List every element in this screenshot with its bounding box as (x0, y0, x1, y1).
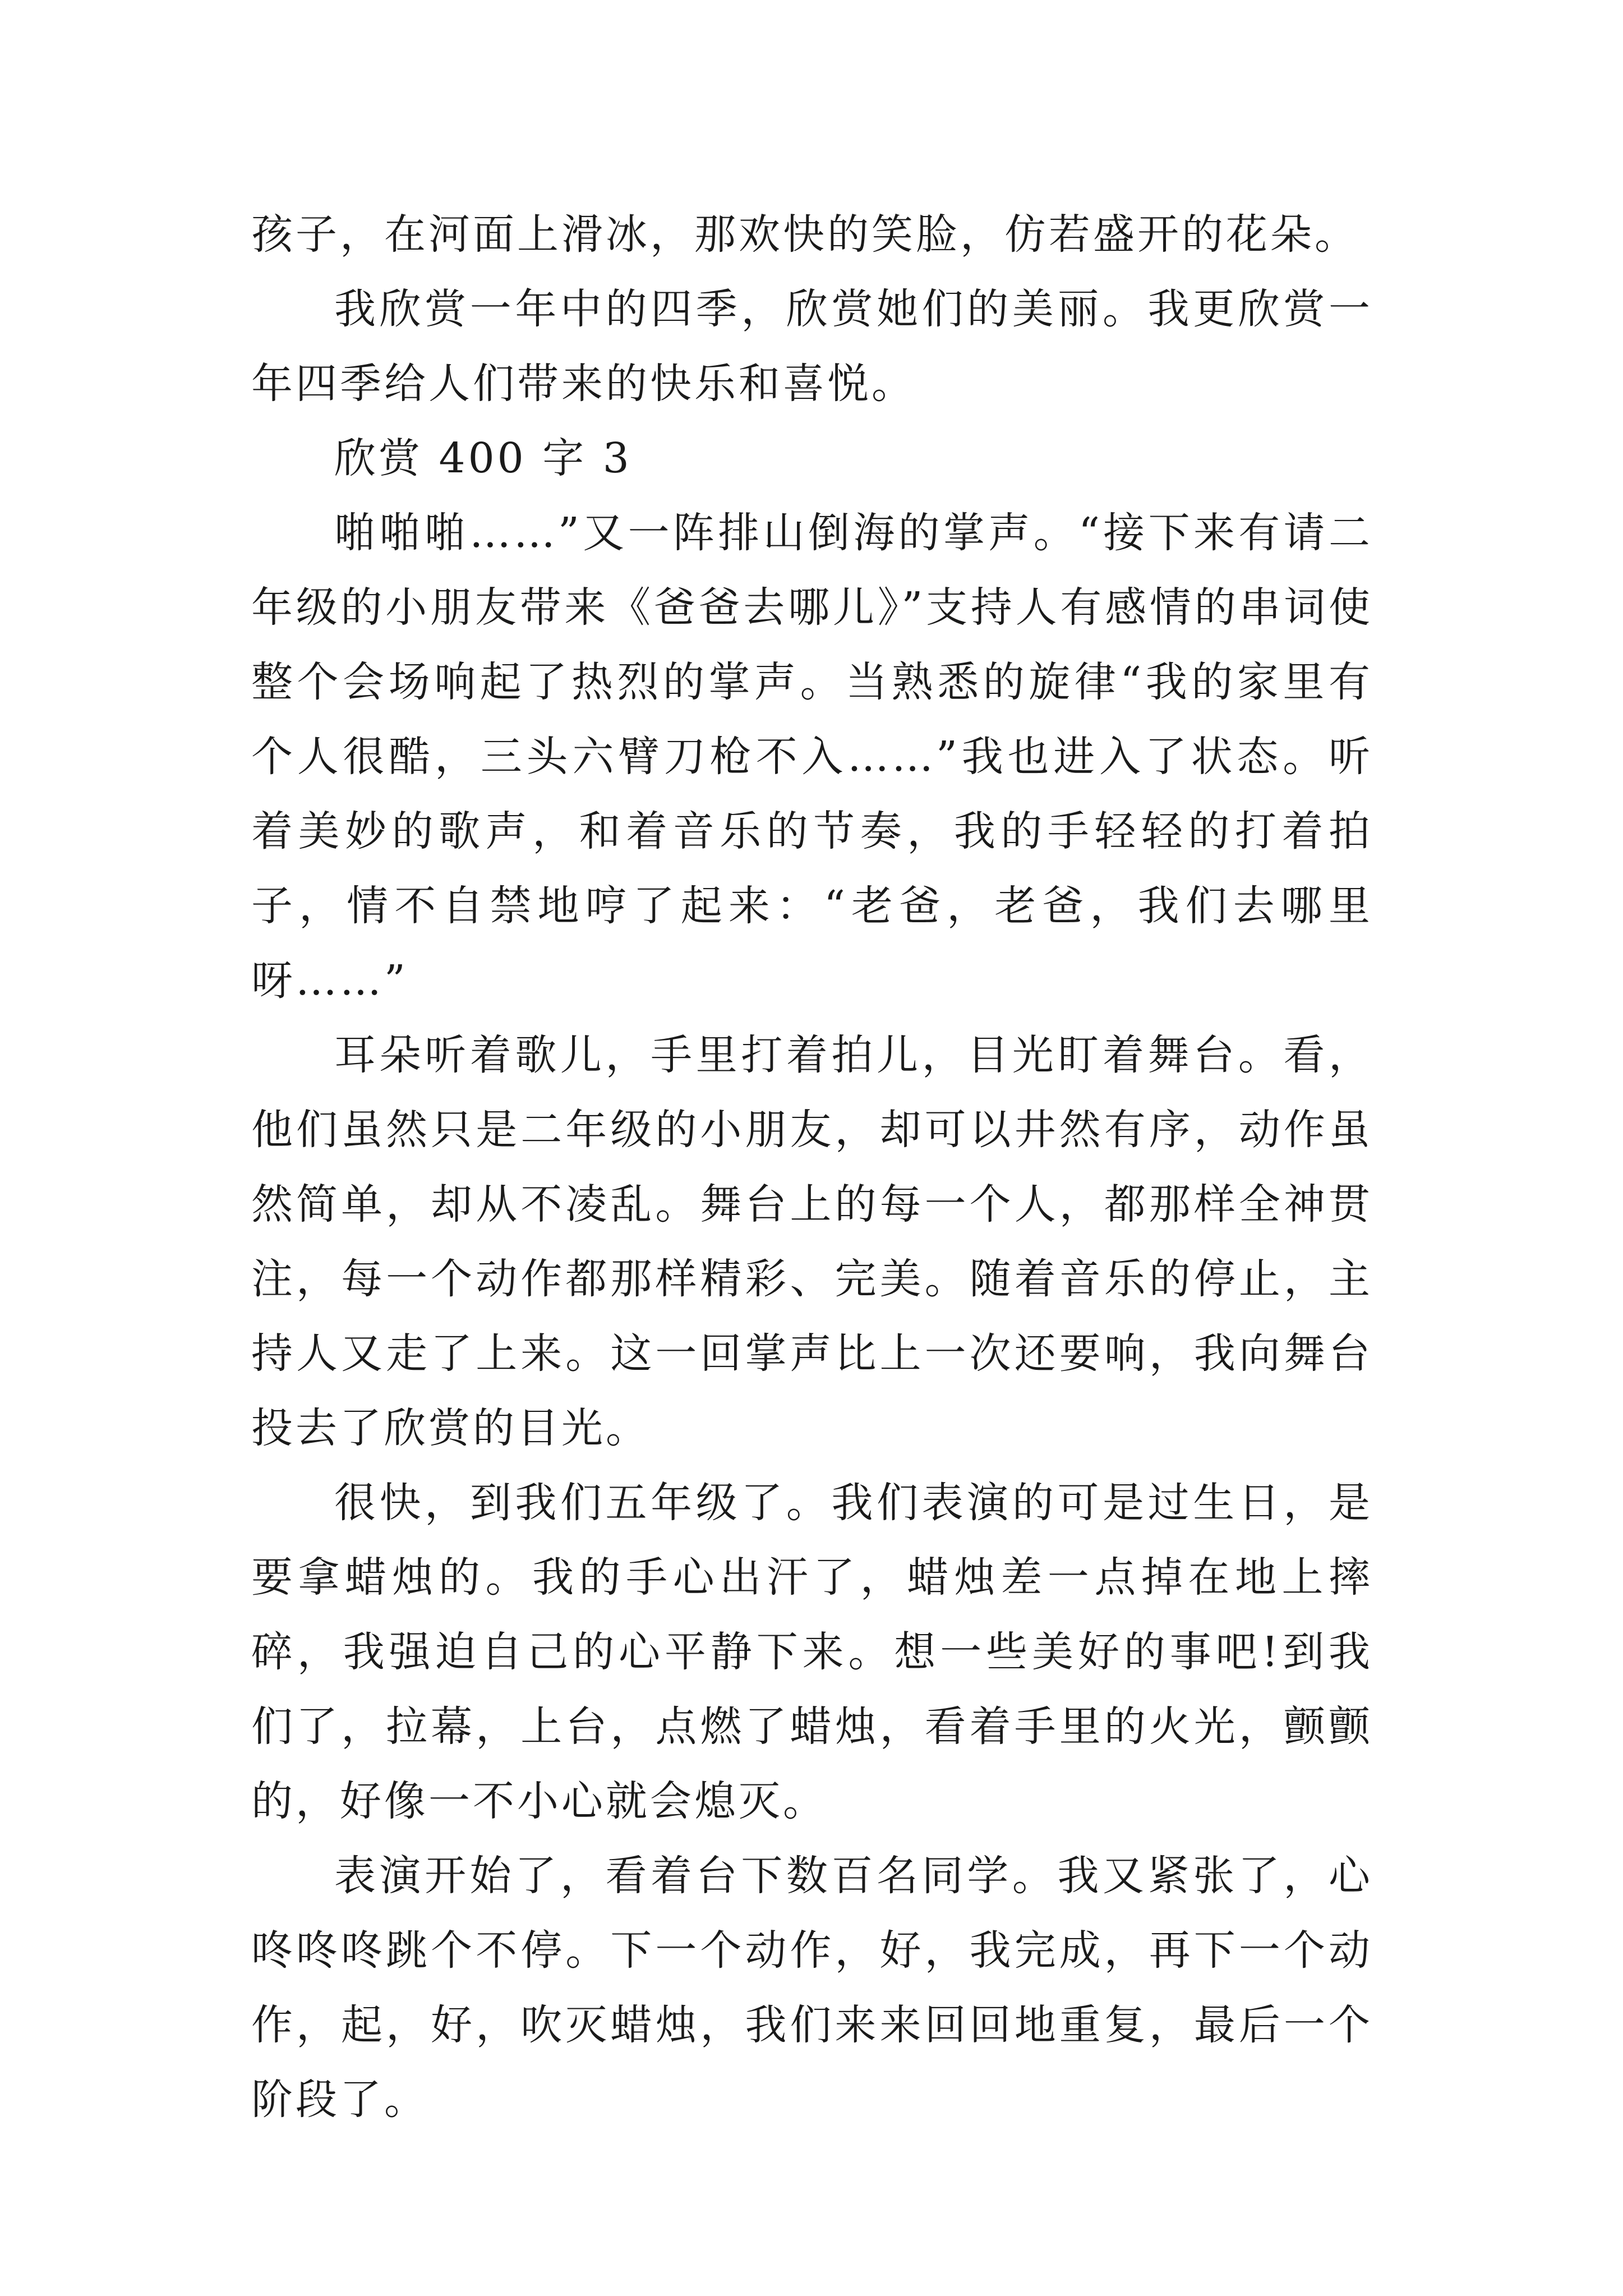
paragraph-candles: 很快，到我们五年级了。我们表演的可是过生日，是要拿蜡烛的。我的手心出汗了，蜡烛差一点掉在地上摔碎，我强迫自己的心平静下来。想一些美好的事吧!到我们了，拉幕，上台，点燃了蜡烛，看着手里的火光，颤颤的，好像一不小心就会熄灭。 (251, 1479, 1373, 1825)
document-body (251, 197, 1373, 2137)
section-heading: 欣赏 400 字 3 (334, 434, 632, 482)
paragraph-stage: 耳朵听着歌儿，手里打着拍儿，目光盯着舞台。看，他们虽然只是二年级的小朋友，却可以井然有序，动作虽然简单，却从不凌乱。舞台上的每一个人，都那样全神贯注，每一个动作都那样精彩、完美。随着音乐的停止，主持人又走了上来。这一回掌声比上一次还要响，我向舞台投去了欣赏的目光。 (251, 1031, 1373, 1452)
paragraph-seasons: 我欣赏一年中的四季，欣赏她们的美丽。我更欣赏一年四季给人们带来的快乐和喜悦。 (251, 285, 1373, 408)
paragraph-continuation: 孩子，在河面上滑冰，那欢快的笑脸，仿若盛开的花朵。 (251, 210, 1359, 259)
paragraph-performance: 表演开始了，看着台下数百名同学。我又紧张了，心咚咚咚跳个不停。下一个动作，好，我完成，再下一个动作，起，好，吹灭蜡烛，我们来来回回地重复，最后一个阶段了。 (251, 1852, 1373, 2124)
paragraph-applause: 啪啪啪……”又一阵排山倒海的掌声。“接下来有请二年级的小朋友带来《爸爸去哪儿》”支持人有感情的串词使整个会场响起了热烈的掌声。当熟悉的旋律“我的家里有个人很酷，三头六臂刀枪不入……”我也进入了状态。听着美妙的歌声，和着音乐的节奏，我的手轻轻的打着拍子，情不自禁地哼了起来：“老爸，老爸，我们去哪里呀……” (251, 509, 1373, 1005)
